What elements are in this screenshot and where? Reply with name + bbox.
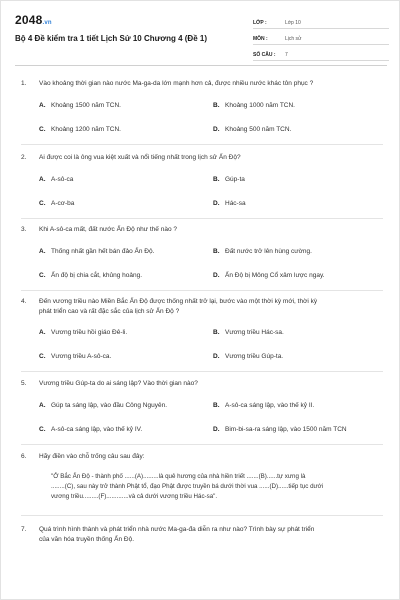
question-1 — [21, 79, 383, 89]
option-text: A-sô-ca sáng lập, vào thế kỷ II. — [225, 402, 315, 409]
option-b[interactable] — [213, 101, 295, 111]
option-b[interactable] — [213, 175, 245, 185]
option-text: A-sô-ca — [51, 176, 74, 183]
option-letter: C. — [39, 272, 46, 279]
option-letter: D. — [213, 126, 220, 133]
question-text-line: phát triển cao và rất đặc sắc của lịch sử Ấn Độ ? — [39, 308, 180, 315]
option-a[interactable] — [39, 401, 167, 411]
question-5 — [21, 379, 383, 389]
question-text — [39, 297, 383, 317]
option-letter: C. — [39, 353, 46, 360]
meta-label: MÔN : — [253, 36, 268, 42]
question-divider — [21, 444, 383, 445]
option-letter: B. — [213, 176, 220, 183]
question-text: Khi A-sô-ca mất, đất nước Ấn Độ như thế nào ? — [39, 226, 177, 233]
meta-row-subject — [253, 31, 389, 45]
question-text-line: Đến vương triều nào Miền Bắc Ấn Độ được thống nhất trở lại, bước vào một thời kỳ mới, thời kỳ — [39, 298, 318, 305]
question-text: Vào khoảng thời gian nào nước Ma-ga-da lớn mạnh hơn cả, được nhiều nước khác tôn phục ? — [39, 80, 314, 87]
question-text: Ai được coi là ông vua kiệt xuất và nổi tiếng nhất trong lịch sử Ấn Độ? — [39, 154, 241, 161]
question-number: 7. — [21, 526, 27, 533]
option-text: A-sô-ca sáng lập, vào thế kỷ IV. — [51, 426, 143, 433]
option-letter: D. — [213, 272, 220, 279]
option-c[interactable] — [39, 199, 74, 209]
site-logo[interactable] — [15, 13, 52, 27]
meta-info — [253, 15, 389, 63]
option-text: Bim-bi-sa-ra sáng lập, vào 1500 năm TCN — [225, 426, 347, 433]
option-d[interactable] — [213, 425, 347, 435]
fill-line: "Ở Bắc Ấn Độ - thành phố ......(A).........là quê hương của nhà hiền triết .......(B)......tự xưng là — [51, 473, 306, 480]
question-6 — [21, 452, 383, 462]
option-letter: A. — [39, 402, 46, 409]
option-text: Vương triều Hác-sa. — [225, 329, 284, 336]
option-b[interactable] — [213, 328, 284, 338]
option-letter: D. — [213, 200, 220, 207]
option-letter: C. — [39, 200, 46, 207]
option-b[interactable] — [213, 401, 314, 411]
fill-line: ........(C), sau này trở thành Phật tổ, đạo Phật được truyền bá dưới thời vua ......(D)......tiếp tục dưới — [51, 483, 324, 490]
option-text: Vương triều A-sô-ca. — [51, 353, 112, 360]
option-letter: C. — [39, 426, 46, 433]
meta-label: LỚP : — [253, 20, 267, 26]
meta-value: Lớp 10 — [285, 20, 301, 26]
option-text: Khoảng 1200 năm TCN. — [51, 126, 121, 133]
question-2 — [21, 153, 383, 163]
question-divider — [21, 290, 383, 291]
option-letter: C. — [39, 126, 46, 133]
logo-domain: .vn — [42, 20, 52, 26]
document-title: Bộ 4 Đề kiểm tra 1 tiết Lịch Sử 10 Chương 4 (Đề 1) — [15, 34, 207, 43]
meta-row-count — [253, 47, 389, 61]
question-number: 3. — [21, 226, 27, 233]
option-c[interactable] — [39, 125, 121, 135]
fill-line: vương triều.........(F).............và cả dưới vương triều Hác-sa". — [51, 493, 218, 500]
option-text: Vương triều Gúp-ta. — [225, 353, 284, 360]
question-text: Hãy điền vào chỗ trống câu sau đây: — [39, 453, 145, 460]
option-d[interactable] — [213, 199, 246, 209]
option-c[interactable] — [39, 352, 111, 362]
option-d[interactable] — [213, 271, 325, 281]
option-letter: B. — [213, 248, 220, 255]
question-divider — [21, 371, 383, 372]
logo-text: 2048 — [15, 13, 43, 27]
option-d[interactable] — [213, 125, 291, 135]
meta-label: SỐ CÂU : — [253, 52, 276, 58]
option-d[interactable] — [213, 352, 283, 362]
option-text: Gúp ta sáng lập, vào đầu Công Nguyên. — [51, 402, 167, 409]
question-number: 6. — [21, 453, 27, 460]
option-text: Ấn độ bị chia cắt, khủng hoảng. — [51, 272, 143, 279]
option-letter: A. — [39, 329, 46, 336]
question-number: 1. — [21, 80, 27, 87]
option-letter: A. — [39, 102, 46, 109]
option-text: Vương triều hồi giáo Đê-li. — [51, 329, 128, 336]
option-text: Khoảng 500 năm TCN. — [225, 126, 292, 133]
meta-row-class — [253, 15, 389, 29]
question-text — [39, 525, 383, 545]
option-a[interactable] — [39, 175, 73, 185]
option-text: Gúp-ta — [225, 176, 245, 183]
meta-value: Lịch sử — [285, 36, 302, 42]
question-7 — [21, 525, 383, 545]
option-letter: A. — [39, 176, 46, 183]
question-divider — [21, 218, 383, 219]
option-b[interactable] — [213, 247, 312, 257]
option-c[interactable] — [39, 425, 142, 435]
question-3 — [21, 225, 383, 235]
header-divider — [15, 65, 387, 66]
option-text: Ấn Độ bị Mông Cổ xâm lược ngay. — [225, 272, 325, 279]
option-letter: B. — [213, 102, 220, 109]
question-divider — [21, 144, 383, 145]
option-text: Khoảng 1000 năm TCN. — [225, 102, 295, 109]
option-text: Thống nhất gần hết bán đảo Ấn Độ. — [51, 248, 155, 255]
meta-value: 7 — [285, 52, 288, 58]
option-letter: B. — [213, 329, 220, 336]
option-letter: D. — [213, 353, 220, 360]
option-letter: B. — [213, 402, 220, 409]
question-divider — [21, 515, 383, 516]
question-number: 4. — [21, 298, 27, 305]
option-a[interactable] — [39, 328, 127, 338]
option-text: Khoảng 1500 năm TCN. — [51, 102, 121, 109]
fill-in-passage — [51, 472, 383, 502]
question-text: Vương triều Gúp-ta do ai sáng lập? Vào thời gian nào? — [39, 380, 198, 387]
question-4 — [21, 297, 383, 317]
question-text-line: của văn hóa truyền thống Ấn Độ. — [39, 536, 135, 543]
option-c[interactable] — [39, 271, 142, 281]
option-a[interactable] — [39, 247, 154, 257]
option-letter: A. — [39, 248, 46, 255]
question-number: 5. — [21, 380, 27, 387]
option-a[interactable] — [39, 101, 121, 111]
option-text: Hác-sa — [225, 200, 246, 207]
question-number: 2. — [21, 154, 27, 161]
option-text: Đất nước trở lên hùng cường. — [225, 248, 312, 255]
option-text: A-cơ-ba — [51, 200, 75, 207]
question-text-line: Quá trình hình thành và phát triển nhà nước Ma-ga-đa diễn ra như nào? Trình bày sự phát triển — [39, 526, 315, 533]
option-letter: D. — [213, 426, 220, 433]
